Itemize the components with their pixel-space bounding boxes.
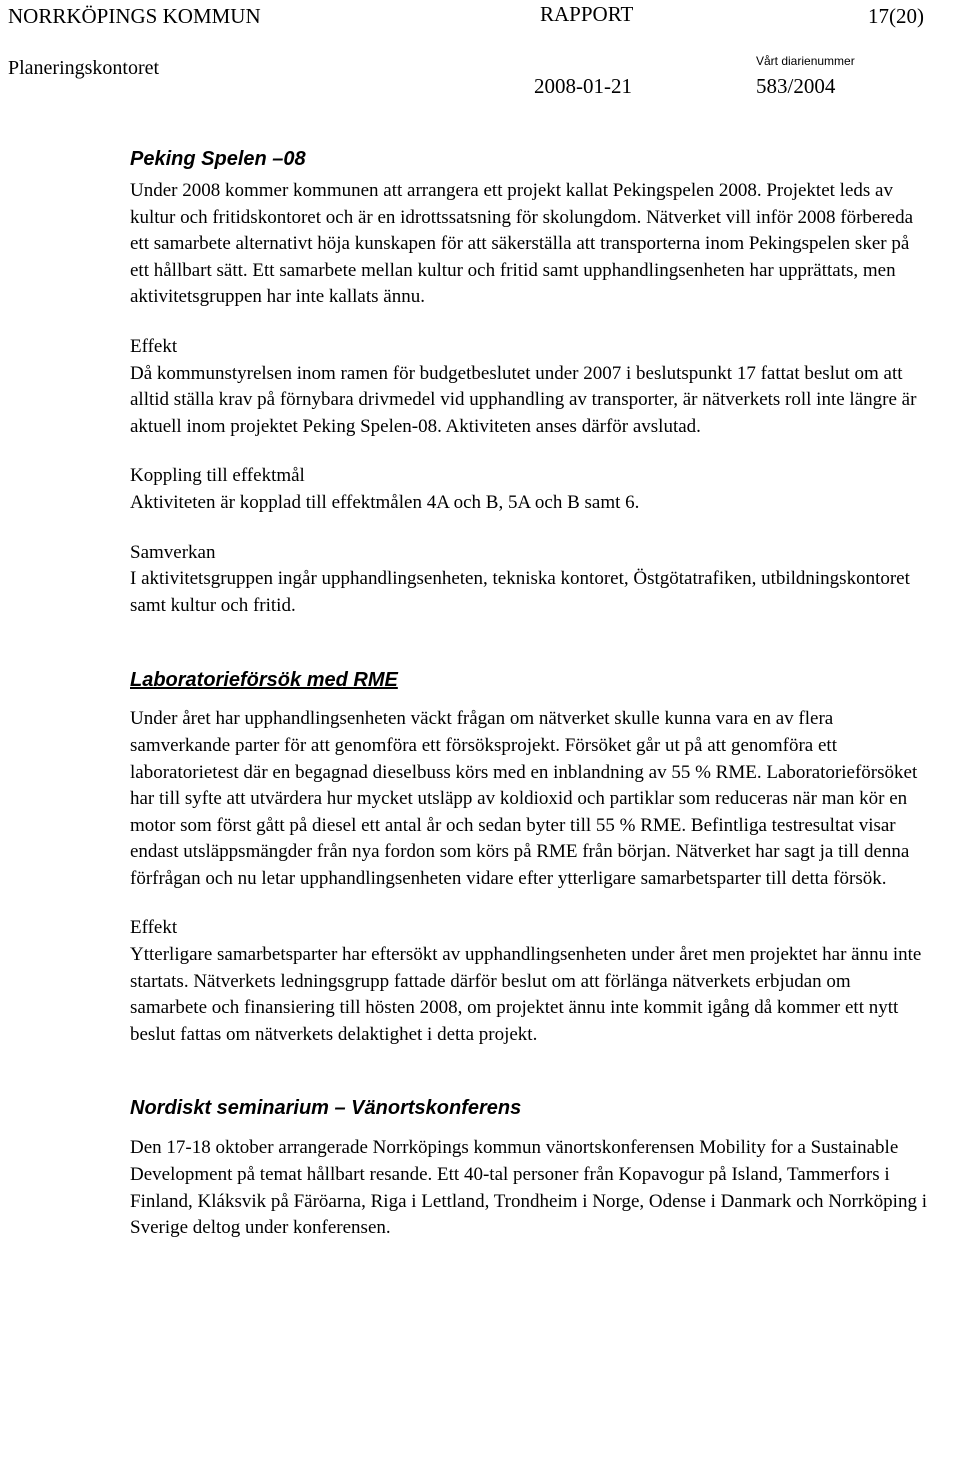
effekt-text-peking: Då kommunstyrelsen inom ramen för budgetbeslutet under 2007 i beslutspunkt 17 fattat beslut om att alltid ställa krav på förnybara drivmedel vid upphandling av transporter, är nätverkets roll inte längre är aktuell inom projektet Peking Spelen-08. Aktiviteten anses därför avslutad. [130, 362, 917, 437]
reference-number: 583/2004 [756, 74, 836, 98]
doc-type: RAPPORT [540, 2, 634, 26]
koppling-heading: Koppling till effektmål [130, 465, 305, 487]
section-text-seminarium: Den 17-18 oktober arrangerade Norrköpings kommun vänortskonferensen Mobility for a Sustainable Development på temat hållbart resande. Ett 40-tal personer från Kopavogur på Island, Tammerfors i Finland, Kláksvik på Färöarna, Riga i Lettland, Trondheim i Norge, Odense i Danmark och Norrköping i Sverige deltog under konferensen. [130, 1137, 927, 1239]
effekt-heading-rme: Effekt [130, 917, 178, 939]
effekt-text-rme: Ytterligare samarbetsparter har eftersökt av upphandlingsenheten under året men projektet har ännu inte startats. Nätverkets ledningsgrupp fattade därför beslut om att förlänga nätverkets erbjudan om samarbete och finansiering till hösten 2008, om projektet ännu inte kommit igång då kommer ett nytt beslut fattas om nätverkets delaktighet i detta projekt. [130, 944, 922, 1045]
document-body [130, 146, 930, 1242]
section-title-peking: Peking Spelen –08 [130, 148, 306, 170]
section-text-rme: Under året har upphandlingsenheten väckt frågan om nätverket skulle kunna vara en av flera samverkande parter för att genomföra ett försöksprojekt. Försöket går ut på att genomföra ett laboratorietest där en begagnad dieselbuss körs med en inblandning av 55 % RME. Laboratorieförsöket har till syfte att utvärdera hur mycket utsläpp av koldioxid och partiklar som reduceras när man kör en motor som först gått på diesel ett antal år och sedan byter till 55 % RME. Befintliga testresultat visar endast utsläppsmängder från nya fordon som körs på RME från början. Nätverket har sagt ja till denna förfrågan och nu letar upphandlingsenheten vidare efter ytterligare samarbetsparter till detta försök. [130, 708, 918, 889]
section-text-peking: Under 2008 kommer kommunen att arrangera ett projekt kallat Pekingspelen 2008. Projektet leds av kultur och fritidskontoret och är en idrottssatsning för skolungdom. Nätverket vill inför 2008 förbereda ett samarbete alternativt höja kunskapen för att säkerställa att transporterna inom Pekingspelen sker på ett hållbart sätt. Ett samarbete mellan kultur och fritid samt upphandlingsenheten har upprättats, men aktivitetsgruppen har inte kallats ännu. [130, 180, 914, 308]
department: Planeringskontoret [8, 57, 160, 79]
section-title-seminarium: Nordiskt seminarium – Vänortskonferens [130, 1097, 522, 1120]
report-date: 2008-01-21 [534, 74, 632, 98]
effekt-heading-peking: Effekt [130, 335, 178, 357]
samverkan-text: I aktivitetsgruppen ingår upphandlingsenheten, tekniska kontoret, Östgötatrafiken, utbildningskontoret samt kultur och fritid. [130, 568, 910, 616]
org-name: NORRKÖPINGS KOMMUN [8, 4, 261, 28]
page-number: 17(20) [868, 4, 924, 28]
section-title-rme: Laboratorieförsök med RME [130, 669, 398, 692]
ref-label: Vårt diarienummer [756, 54, 855, 68]
samverkan-heading: Samverkan [130, 541, 216, 563]
koppling-text: Aktiviteten är kopplad till effektmålen 4A och B, 5A och B samt 6. [130, 491, 640, 513]
